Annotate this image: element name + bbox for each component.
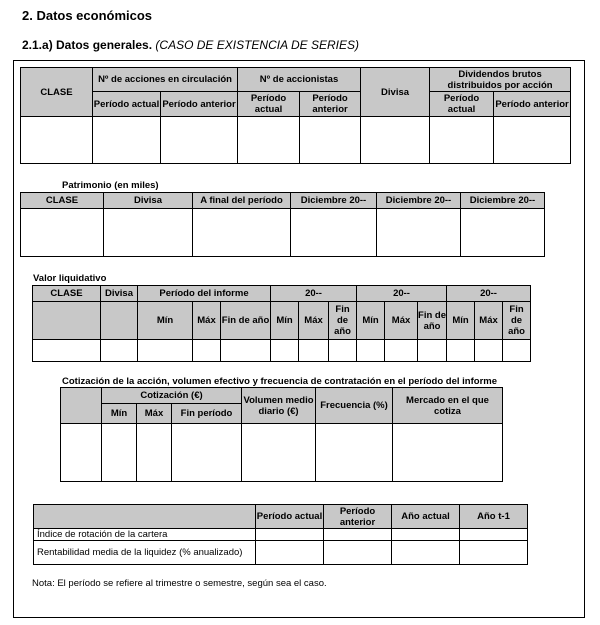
- input-cell[interactable]: [101, 340, 138, 362]
- input-cell[interactable]: [102, 424, 137, 482]
- input-cell[interactable]: [357, 340, 385, 362]
- input-cell[interactable]: [418, 340, 447, 362]
- patrimonio-col-header: Diciembre 20--: [461, 193, 545, 209]
- input-cell[interactable]: [242, 424, 316, 482]
- input-cell[interactable]: [392, 541, 460, 565]
- input-cell[interactable]: [21, 209, 104, 257]
- input-cell[interactable]: [138, 340, 193, 362]
- general-data-table: [20, 67, 571, 164]
- periodo-actual-header: Período actual: [93, 92, 161, 117]
- rotacion-col-header: Año actual: [392, 505, 460, 529]
- input-cell[interactable]: [460, 529, 528, 541]
- rotacion-table: [33, 504, 528, 565]
- fin-periodo-header: Fin período: [172, 404, 242, 424]
- patrimonio-col-header: Divisa: [104, 193, 193, 209]
- blank-header: [33, 302, 101, 340]
- cotizacion-header: Cotización (€): [102, 388, 242, 404]
- periodo-anterior-header: Período anterior: [494, 92, 571, 117]
- rotacion-col-header: Período anterior: [324, 505, 392, 529]
- input-cell[interactable]: [172, 424, 242, 482]
- min-header: Mín: [271, 302, 299, 340]
- periodo-anterior-header: Período anterior: [300, 92, 361, 117]
- input-cell[interactable]: [377, 209, 461, 257]
- input-cell[interactable]: [461, 209, 545, 257]
- cotizacion-title: Cotización de la acción, volumen efectivo y frecuencia de contratación en el período del informe: [62, 376, 497, 387]
- max-header: Máx: [193, 302, 221, 340]
- input-cell[interactable]: [299, 340, 329, 362]
- input-cell[interactable]: [460, 541, 528, 565]
- dividendos-header: Dividendos brutos distribuidos por acción: [430, 68, 571, 92]
- patrimonio-table: [20, 192, 545, 257]
- footnote: Nota: El período se refiere al trimestre o semestre, según sea el caso.: [32, 578, 327, 589]
- periodo-actual-header: Período actual: [238, 92, 300, 117]
- cotizacion-table: [60, 387, 503, 482]
- divisa-header: Divisa: [101, 286, 138, 302]
- input-cell[interactable]: [271, 340, 299, 362]
- year-header: 20--: [357, 286, 447, 302]
- input-cell[interactable]: [300, 117, 361, 164]
- input-cell[interactable]: [392, 529, 460, 541]
- max-header: Máx: [299, 302, 329, 340]
- accionistas-header: Nº de accionistas: [238, 68, 361, 92]
- input-cell[interactable]: [221, 340, 271, 362]
- row-label: Índice de rotación de la cartera: [34, 529, 256, 541]
- clase-header: CLASE: [21, 68, 93, 117]
- input-cell[interactable]: [256, 541, 324, 565]
- patrimonio-col-header: Diciembre 20--: [291, 193, 377, 209]
- max-header: Máx: [385, 302, 418, 340]
- input-cell[interactable]: [161, 117, 238, 164]
- fin-header: Fin de año: [329, 302, 357, 340]
- input-cell[interactable]: [503, 340, 531, 362]
- fin-header: Fin de año: [418, 302, 447, 340]
- acciones-header: Nº de acciones en circulación: [93, 68, 238, 92]
- patrimonio-col-header: A final del período: [193, 193, 291, 209]
- mercado-header: Mercado en el que cotiza: [393, 388, 503, 424]
- patrimonio-col-header: Diciembre 20--: [377, 193, 461, 209]
- row-label: Rentabilidad media de la liquidez (% anualizado): [34, 541, 256, 565]
- min-header: Mín: [447, 302, 475, 340]
- rotacion-col-header: Período actual: [256, 505, 324, 529]
- input-cell[interactable]: [238, 117, 300, 164]
- clase-header: CLASE: [33, 286, 101, 302]
- input-cell[interactable]: [256, 529, 324, 541]
- max-header: Máx: [137, 404, 172, 424]
- input-cell[interactable]: [33, 340, 101, 362]
- section-heading: 2. Datos económicos: [22, 8, 153, 23]
- input-cell[interactable]: [361, 117, 430, 164]
- input-cell[interactable]: [291, 209, 377, 257]
- input-cell[interactable]: [494, 117, 571, 164]
- min-header: Mín: [357, 302, 385, 340]
- blank-header: [101, 302, 138, 340]
- year-header: 20--: [271, 286, 357, 302]
- year-header: 20--: [447, 286, 531, 302]
- subsection-title: 2.1.a) Datos generales.: [22, 38, 153, 52]
- patrimonio-title: Patrimonio (en miles): [62, 180, 159, 191]
- divisa-header: Divisa: [361, 68, 430, 117]
- frecuencia-header: Frecuencia (%): [316, 388, 393, 424]
- input-cell[interactable]: [93, 117, 161, 164]
- input-cell[interactable]: [193, 209, 291, 257]
- input-cell[interactable]: [475, 340, 503, 362]
- max-header: Máx: [475, 302, 503, 340]
- min-header: Mín: [138, 302, 193, 340]
- input-cell[interactable]: [21, 117, 93, 164]
- periodo-actual-header: Período actual: [430, 92, 494, 117]
- blank-header: [34, 505, 256, 529]
- patrimonio-col-header: CLASE: [21, 193, 104, 209]
- subsection-note: (CASO DE EXISTENCIA DE SERIES): [155, 38, 360, 52]
- input-cell[interactable]: [316, 424, 393, 482]
- input-cell[interactable]: [393, 424, 503, 482]
- periodo-informe-header: Período del informe: [138, 286, 271, 302]
- valor-liquidativo-title: Valor liquidativo: [33, 273, 107, 284]
- input-cell[interactable]: [104, 209, 193, 257]
- input-cell[interactable]: [324, 541, 392, 565]
- rotacion-col-header: Año t-1: [460, 505, 528, 529]
- input-cell[interactable]: [61, 424, 102, 482]
- periodo-anterior-header: Período anterior: [161, 92, 238, 117]
- subsection-heading: [22, 38, 359, 52]
- fin-header: Fin de año: [503, 302, 531, 340]
- input-cell[interactable]: [385, 340, 418, 362]
- input-cell[interactable]: [329, 340, 357, 362]
- valor-liquidativo-table: [32, 285, 531, 362]
- input-cell[interactable]: [137, 424, 172, 482]
- min-header: Mín: [102, 404, 137, 424]
- blank-header: [61, 388, 102, 424]
- input-cell[interactable]: [193, 340, 221, 362]
- fin-header: Fin de año: [221, 302, 271, 340]
- input-cell[interactable]: [447, 340, 475, 362]
- input-cell[interactable]: [430, 117, 494, 164]
- volumen-header: Volumen medio diario (€): [242, 388, 316, 424]
- input-cell[interactable]: [324, 529, 392, 541]
